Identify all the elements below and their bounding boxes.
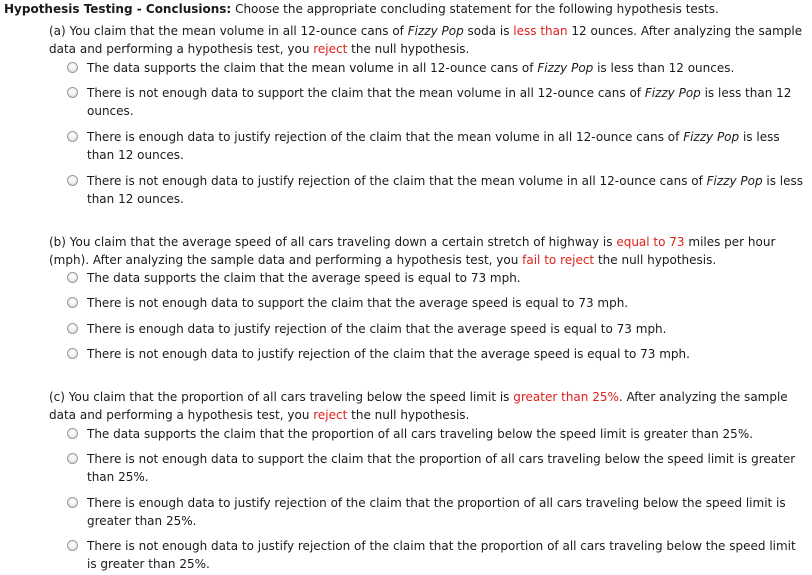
option-label: The data supports the claim that the mean volume in all 12-ounce cans of Fizzy Pop is less than 12 ounces. [87, 61, 735, 75]
prompt-text: (b) You claim that the average speed of all cars traveling down a certain stretch of highway is [49, 235, 617, 249]
prompt-claim-highlight: equal to 73 [616, 235, 685, 249]
option-label: There is enough data to justify rejection of the claim that the average speed is equal to 73 mph. [87, 322, 667, 336]
page-title: Hypothesis Testing - Conclusions: [4, 2, 232, 16]
option-label: There is enough data to justify rejection of the claim that the mean volume in all 12-ounce cans of Fizzy Pop is less than 12 ounces. [87, 130, 780, 162]
radio-button[interactable] [67, 497, 78, 508]
page-header [4, 1, 719, 17]
question-a-option-2[interactable] [67, 84, 809, 120]
question-c-option-2[interactable] [67, 450, 809, 486]
radio-button[interactable] [67, 323, 78, 334]
question-a-option-1[interactable] [67, 59, 809, 77]
option-label: There is not enough data to support the claim that the mean volume in all 12-ounce cans of Fizzy Pop is less than 12 ounces. [87, 86, 792, 118]
radio-button[interactable] [67, 87, 78, 98]
prompt-product-name: Fizzy Pop [407, 24, 464, 38]
prompt-text: the null hypothesis. [594, 253, 717, 267]
question-b-option-3[interactable] [67, 320, 809, 338]
prompt-text: (c) You claim that the proportion of all cars traveling below the speed limit is [49, 390, 514, 404]
prompt-text: . After analyzing the sample data and performing a hypothesis test, you [49, 390, 788, 422]
option-label: There is not enough data to justify rejection of the claim that the mean volume in all 12-ounce cans of Fizzy Pop is less than 12 ounces. [87, 174, 804, 206]
radio-button[interactable] [67, 131, 78, 142]
prompt-decision-highlight: reject [313, 408, 348, 422]
prompt-text: miles per hour (mph). After analyzing the sample data and performing a hypothesis test, you [49, 235, 776, 267]
instructions: Choose the appropriate concluding statement for the following hypothesis tests. [235, 2, 719, 16]
question-b-option-2[interactable] [67, 294, 809, 312]
question-a-option-3[interactable] [67, 128, 809, 164]
question-b-option-1[interactable] [67, 269, 809, 287]
radio-button[interactable] [67, 348, 78, 359]
option-label: The data supports the claim that the average speed is equal to 73 mph. [87, 271, 521, 285]
radio-button[interactable] [67, 62, 78, 73]
prompt-text: the null hypothesis. [347, 408, 470, 422]
prompt-claim-highlight: greater than 25% [513, 390, 619, 404]
question-c-prompt [49, 388, 809, 424]
question-c-option-4[interactable] [67, 537, 809, 573]
question-b-option-4[interactable] [67, 345, 809, 363]
prompt-text: (a) You claim that the mean volume in all 12-ounce cans of [49, 24, 408, 38]
question-b-prompt [49, 233, 809, 269]
radio-button[interactable] [67, 428, 78, 439]
radio-button[interactable] [67, 297, 78, 308]
option-label: There is not enough data to justify rejection of the claim that the average speed is equal to 73 mph. [87, 347, 690, 361]
prompt-text: 12 ounces. After analyzing the sample data and performing a hypothesis test, you [49, 24, 803, 56]
radio-button[interactable] [67, 175, 78, 186]
question-a-prompt [49, 22, 809, 58]
question-a-option-4[interactable] [67, 172, 809, 208]
question-c-option-1[interactable] [67, 425, 809, 443]
prompt-text: the null hypothesis. [347, 42, 470, 56]
radio-button[interactable] [67, 453, 78, 464]
option-label: There is not enough data to justify rejection of the claim that the proportion of all cars traveling below the speed limit is greater than 25%. [87, 539, 796, 571]
prompt-decision-highlight: fail to reject [522, 253, 595, 267]
prompt-decision-highlight: reject [313, 42, 348, 56]
radio-button[interactable] [67, 540, 78, 551]
prompt-claim-highlight: less than [513, 24, 568, 38]
question-c-option-3[interactable] [67, 494, 809, 530]
option-label: The data supports the claim that the proportion of all cars traveling below the speed limit is greater than 25%. [87, 427, 754, 441]
prompt-text: soda is [463, 24, 514, 38]
option-label: There is not enough data to support the claim that the average speed is equal to 73 mph. [87, 296, 629, 310]
radio-button[interactable] [67, 272, 78, 283]
option-label: There is not enough data to support the claim that the proportion of all cars traveling below the speed limit is greater than 25%. [87, 452, 796, 484]
option-label: There is enough data to justify rejection of the claim that the proportion of all cars traveling below the speed limit is greater than 25%. [87, 496, 786, 528]
